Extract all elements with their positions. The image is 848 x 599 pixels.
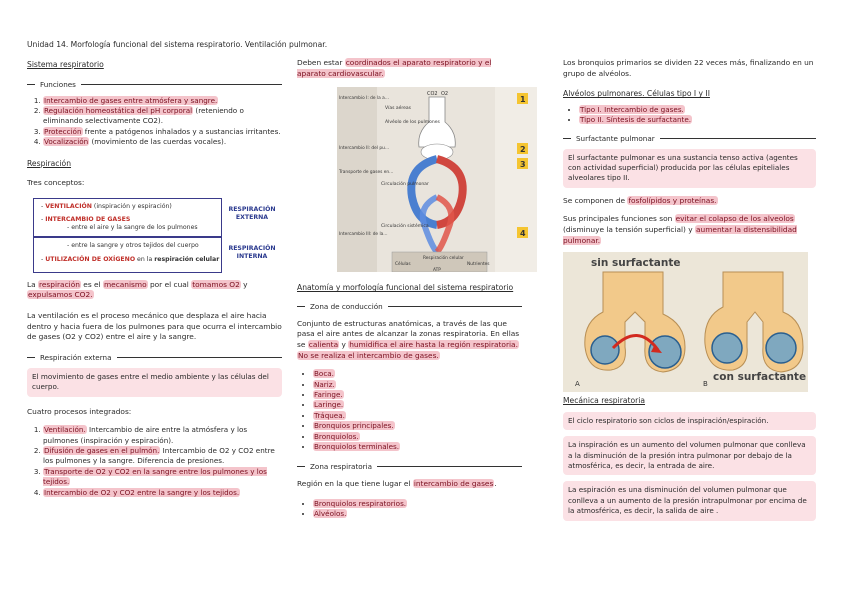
respiratory-list: [297, 499, 522, 520]
list-item: • Faringe.: [313, 390, 522, 400]
sin-surfactante-label: sin surfactante: [591, 257, 681, 270]
list-item: 3. Transporte de O2 y CO2 en la sangre entre los pulmones y los tejidos.: [43, 467, 282, 488]
functions-list: [27, 96, 282, 148]
surfactant-composition: Se componen de fosfolípidos y proteínas.: [563, 195, 717, 205]
surfactant-heading: Surfactante pulmonar: [563, 134, 816, 143]
anatomy-title: Anatomía y morfología funcional del sistema respiratorio: [297, 283, 514, 293]
processes-list: [27, 425, 282, 498]
respiratory-paragraph: Región en la que tiene lugar el intercambio de gases.: [297, 479, 497, 489]
list-item: • Nariz.: [313, 380, 522, 390]
diagram-label-left: Intercambio II: del pu…: [339, 146, 390, 152]
schema-intercambio-sub2: - entre la sangre y otros tejidos del cuerpo: [67, 241, 199, 249]
list-item: • Bronquiolos.: [313, 432, 522, 442]
respiration-stages-diagram: [337, 87, 537, 272]
list-item: • Bronquiolos terminales.: [313, 442, 522, 452]
bronchi-paragraph: Los bronquios primarios se dividen 22 veces más, finalizando en un grupo de alvéolos.: [563, 58, 814, 78]
column-3: [563, 58, 816, 521]
external-definition-box: El movimiento de gases entre el medio ambiente y las células del cuerpo.: [27, 368, 282, 397]
external-heading: Respiración externa: [27, 353, 282, 362]
stage-number: 2: [520, 145, 526, 155]
list-item: 1. Intercambio de gases entre atmósfera y sangre.: [43, 96, 282, 106]
column-2: [297, 58, 526, 520]
panel-a-label: A: [575, 380, 580, 389]
schema-utilizacion: - UTILIZACIÓN DE OXÍGENO en la respiración celular: [41, 255, 220, 263]
conduction-list: [297, 369, 522, 452]
mechanics-box-2: La inspiración es un aumento del volumen pulmonar que conlleva a la disminución de la presión intra pulmonar por debajo de la atmosférica, es decir, la entrada de aire.: [563, 436, 816, 475]
list-item: 2. Regulación homeostática del pH corporal (reteniendo o eliminando selectivamente CO2).: [43, 106, 282, 127]
diagram-label-inner: Circulación pulmonar: [381, 182, 429, 188]
schema-ventilacion: - VENTILACIÓN (inspiración y espiración): [41, 202, 172, 210]
respiration-schema: [27, 196, 282, 280]
list-item: • Tipo II. Síntesis de surfactante.: [579, 115, 816, 125]
schema-resp-interna: RESPIRACIÓN INTERNA: [228, 244, 276, 260]
diagram-label-left: Intercambio III: de la…: [339, 232, 388, 238]
mechanics-box-3: La espiración es una disminución del volumen pulmonar que conlleva a un aumento de la presión intrapulmonar por encima de la atmosférica, es decir, la salida de aire .: [563, 481, 816, 520]
con-surfactante-label: con surfactante: [713, 371, 807, 384]
conduction-heading: Zona de conducción: [297, 302, 522, 311]
diagram-label-inner: ATP: [433, 268, 441, 273]
respiration-title: Respiración: [27, 158, 72, 168]
alveoli-title: Alvéolos pulmonares. Células tipo I y II: [563, 89, 710, 99]
diagram-label-inner: Vías aéreas: [385, 106, 412, 112]
stage-number: 1: [520, 95, 526, 105]
list-item: 1. Ventilación. Intercambio de aire entre la atmósfera y los pulmones (inspiración y espiración).: [43, 425, 282, 446]
list-item: 3. Protección frente a patógenos inhalados y a sustancias irritantes.: [43, 127, 282, 137]
diagram-label-inner: Nutrientes: [467, 262, 490, 268]
respiratory-heading: Zona respiratoria: [297, 462, 522, 471]
surfactant-box: El surfactante pulmonar es una sustancia tenso activa (agentes con actividad superficial) producida por las células epiteliales alveolares tipo II.: [563, 149, 816, 188]
gas-o2-label: O2: [441, 91, 449, 98]
schema-intercambio: - INTERCAMBIO DE GASES: [41, 215, 131, 223]
list-item: 4. Vocalización (movimiento de las cuerdas vocales).: [43, 137, 282, 147]
stage-number: 3: [520, 160, 526, 170]
diagram-label-inner: Alvéolo de los pulmones: [385, 120, 440, 126]
diagram-label-left: Intercambio I: de la a…: [339, 96, 390, 102]
surfactant-illustration: [563, 252, 808, 392]
panel-b-label: B: [703, 380, 708, 389]
gas-co2-label: CO2: [427, 91, 438, 98]
schema-intercambio-sub1: - entre el aire y la sangre de los pulmones: [67, 223, 198, 231]
diagram-label-left: Transporte de gases en…: [339, 170, 394, 176]
column-1: [27, 56, 282, 498]
list-item: • Bronquios principales.: [313, 421, 522, 431]
stage-number: 4: [520, 229, 526, 239]
list-item: 2. Difusión de gases en el pulmón. Intercambio de O2 y CO2 entre los pulmones y la sangre. Diferencia de presiones.: [43, 446, 282, 467]
list-item: • Bronquiolos respiratorios.: [313, 499, 522, 509]
list-item: • Tipo I. Intercambio de gases.: [579, 105, 816, 115]
respiration-definition: La respiración es el mecanismo por el cual tomamos O2 y expulsamos CO2.: [27, 279, 248, 300]
diagram-label-inner: Células: [395, 262, 411, 268]
coordination-intro: Deben estar coordinados el aparato respiratorio y el aparato cardiovascular.: [297, 58, 492, 78]
list-item: • Boca.: [313, 369, 522, 379]
list-item: • Alvéolos.: [313, 509, 522, 519]
mechanics-box-1: El ciclo respiratorio son ciclos de inspiración/espiración.: [563, 412, 816, 430]
section-respiratory: Sistema respiratorio: [27, 60, 104, 69]
list-item: • Laringe.: [313, 400, 522, 410]
three-concepts: Tres conceptos:: [27, 178, 85, 188]
functions-heading: Funciones: [27, 80, 282, 89]
diagram-label-inner: Respiración celular: [423, 256, 464, 262]
ventilation-paragraph: La ventilación es el proceso mecánico que desplaza el aire hacia dentro y hacia fuera de los pulmones para que ocurra el intercambio de gases (O2 y CO2) entre el aire y la sangre.: [27, 311, 282, 342]
surfactant-functions: Sus principales funciones son evitar el colapso de los alveolos (disminuye la tensión superficial) y aumentar la distensibilidad pulmonar.: [563, 214, 797, 245]
four-processes: Cuatro procesos integrados:: [27, 406, 132, 416]
alveoli-list: [563, 105, 816, 126]
schema-resp-externa: RESPIRACIÓN EXTERNA: [228, 205, 276, 221]
list-item: • Tráquea.: [313, 411, 522, 421]
conduction-paragraph: Conjunto de estructuras anatómicas, a través de las que pasa el aire antes de alcanzar la zonas respiratoria. En ellas se calienta y humidifica el aire hasta la región respiratoria. No se realiza el intercambio de gases.: [297, 318, 520, 360]
diagram-label-inner: Circulación sistémica: [381, 224, 429, 230]
list-item: 4. Intercambio de O2 y CO2 entre la sangre y los tejidos.: [43, 488, 282, 498]
mechanics-title: Mecánica respiratoria: [563, 396, 646, 406]
page-title: Unidad 14. Morfología funcional del sistema respiratorio. Ventilación pulmonar.: [27, 40, 328, 49]
